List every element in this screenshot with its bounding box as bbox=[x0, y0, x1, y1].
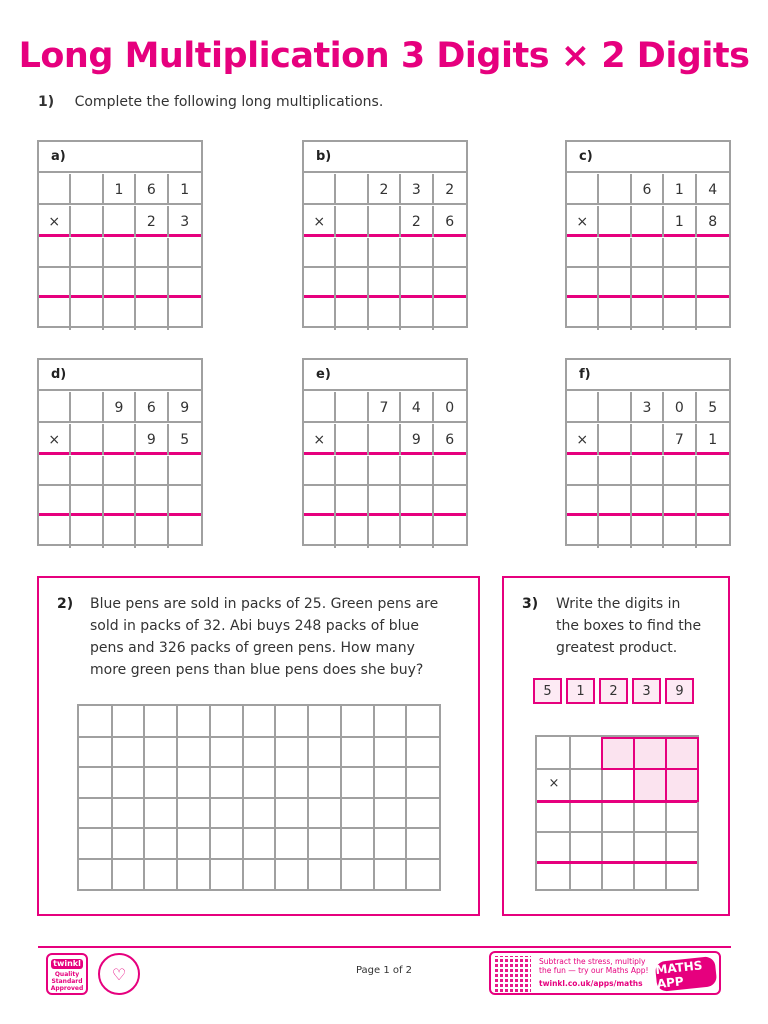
answer-cell[interactable] bbox=[664, 487, 696, 518]
maths-app-logo: MATHS APP bbox=[655, 956, 718, 992]
answer-cell[interactable] bbox=[697, 487, 729, 518]
grid-row-answer bbox=[567, 299, 729, 326]
grid-line bbox=[79, 858, 439, 860]
grid-cell: 4 bbox=[708, 181, 718, 198]
footer-divider bbox=[38, 946, 731, 948]
question-3-number: 3) bbox=[522, 596, 539, 612]
times-sign: × bbox=[567, 424, 599, 455]
heart-badge-icon: ♡ bbox=[98, 953, 140, 995]
grid-row-top-number bbox=[39, 392, 201, 423]
answer-cell[interactable] bbox=[369, 238, 401, 269]
answer-cell[interactable] bbox=[599, 238, 631, 269]
multiplication-grid-a bbox=[37, 140, 203, 328]
times-sign: × bbox=[567, 206, 599, 237]
question-2-number: 2) bbox=[57, 596, 74, 612]
answer-cell[interactable] bbox=[434, 456, 466, 487]
grid-cell[interactable] bbox=[71, 392, 103, 423]
question-3-text bbox=[556, 593, 716, 659]
grid-cell: 2 bbox=[136, 206, 168, 237]
grid-line bbox=[79, 736, 439, 738]
working-grid[interactable] bbox=[77, 704, 441, 891]
answer-cell[interactable] bbox=[567, 299, 599, 330]
quality-badge-text: Quality Standard Approved bbox=[50, 971, 84, 992]
answer-cell[interactable] bbox=[104, 238, 136, 269]
answer-cell[interactable] bbox=[697, 299, 729, 330]
grid-cell[interactable] bbox=[632, 206, 664, 237]
grid-cell: 5 bbox=[708, 399, 718, 416]
answer-cell[interactable] bbox=[664, 238, 696, 269]
grid-cell: 1 bbox=[664, 206, 696, 237]
grid-cell: 7 bbox=[369, 392, 401, 423]
answer-cell[interactable] bbox=[71, 269, 103, 300]
grid-row-working bbox=[304, 487, 466, 516]
grid-label: c) bbox=[567, 142, 729, 173]
grid-row-working bbox=[567, 487, 729, 516]
answer-cell[interactable] bbox=[136, 456, 168, 487]
worksheet-title: Long Multiplication 3 Digits × 2 Digits bbox=[18, 36, 750, 76]
grid-cell: 4 bbox=[401, 392, 433, 423]
answer-cell[interactable] bbox=[697, 517, 729, 548]
grid-cell[interactable] bbox=[336, 174, 368, 205]
answer-cell[interactable] bbox=[434, 299, 466, 330]
grid-cell[interactable] bbox=[369, 206, 401, 237]
answer-cell[interactable] bbox=[401, 299, 433, 330]
grid-row-working bbox=[304, 269, 466, 298]
grid-cell[interactable] bbox=[39, 174, 71, 205]
grid-cell: 9 bbox=[401, 424, 433, 455]
answer-cell[interactable] bbox=[39, 456, 71, 487]
answer-cell[interactable] bbox=[664, 456, 696, 487]
question-1-text: Complete the following long multiplications. bbox=[74, 94, 384, 110]
grid-cell: 5 bbox=[180, 431, 190, 448]
grid-row-multiplier bbox=[39, 206, 201, 237]
grid-cell[interactable] bbox=[304, 392, 336, 423]
times-sign: × bbox=[39, 424, 71, 455]
digit-drop-box[interactable] bbox=[665, 768, 699, 802]
answer-cell[interactable] bbox=[71, 517, 103, 548]
question-1 bbox=[38, 94, 383, 110]
answer-cell[interactable] bbox=[401, 456, 433, 487]
grid-cell: 8 bbox=[708, 213, 718, 230]
question-3-line: greatest product. bbox=[556, 640, 678, 656]
answer-cell[interactable] bbox=[632, 238, 664, 269]
answer-cell[interactable] bbox=[71, 487, 103, 518]
grid-cell[interactable] bbox=[304, 174, 336, 205]
grid-line bbox=[569, 737, 571, 889]
question-3-line: Write the digits in bbox=[556, 596, 681, 612]
answer-cell[interactable] bbox=[104, 487, 136, 518]
answer-cell[interactable] bbox=[336, 238, 368, 269]
answer-cell[interactable] bbox=[567, 487, 599, 518]
grid-cell: 1 bbox=[708, 431, 718, 448]
grid-cell[interactable] bbox=[369, 424, 401, 455]
answer-cell[interactable] bbox=[434, 487, 466, 518]
grid-row-multiplier bbox=[39, 424, 201, 455]
answer-cell[interactable] bbox=[401, 238, 433, 269]
grid-cell[interactable] bbox=[71, 174, 103, 205]
grid-cell[interactable] bbox=[336, 424, 368, 455]
banner-text: Subtract the stress, multiply the fun — try our Maths App! bbox=[539, 957, 649, 975]
answer-cell[interactable] bbox=[169, 487, 201, 518]
question-2-line: pens and 326 packs of green pens. How many bbox=[90, 640, 415, 656]
grid-label: d) bbox=[39, 360, 201, 391]
grid-row-working bbox=[39, 487, 201, 516]
multiplication-grid-d bbox=[37, 358, 203, 546]
grid-label: a) bbox=[39, 142, 201, 173]
answer-cell[interactable] bbox=[401, 517, 433, 548]
answer-cell[interactable] bbox=[336, 517, 368, 548]
grid-line bbox=[537, 861, 697, 864]
answer-cell[interactable] bbox=[664, 517, 696, 548]
question-2-line: more green pens than blue pens does she buy? bbox=[90, 662, 424, 678]
digit-drop-box[interactable] bbox=[633, 737, 667, 770]
grid-cell[interactable] bbox=[336, 392, 368, 423]
grid-label: b) bbox=[304, 142, 466, 173]
qr-code-icon bbox=[495, 956, 531, 992]
answer-cell[interactable] bbox=[104, 269, 136, 300]
answer-cell[interactable] bbox=[664, 269, 696, 300]
answer-cell[interactable] bbox=[567, 517, 599, 548]
answer-cell[interactable] bbox=[632, 269, 664, 300]
digit-card[interactable]: 1 bbox=[566, 678, 595, 704]
answer-cell[interactable] bbox=[697, 269, 729, 300]
grid-row-multiplier bbox=[567, 424, 729, 455]
answer-cell[interactable] bbox=[567, 238, 599, 269]
answer-cell[interactable] bbox=[599, 456, 631, 487]
digit-drop-box[interactable] bbox=[601, 737, 635, 770]
answer-cell[interactable] bbox=[434, 269, 466, 300]
grid-cell[interactable] bbox=[632, 424, 664, 455]
answer-cell[interactable] bbox=[369, 487, 401, 518]
times-sign: × bbox=[304, 206, 336, 237]
grid-cell[interactable] bbox=[599, 392, 631, 423]
digit-drop-box[interactable] bbox=[665, 737, 699, 770]
answer-cell[interactable] bbox=[169, 456, 201, 487]
question-3-line: the boxes to find the bbox=[556, 618, 702, 634]
grid-cell[interactable] bbox=[599, 424, 631, 455]
digit-card[interactable]: 2 bbox=[599, 678, 628, 704]
grid-cell[interactable] bbox=[336, 206, 368, 237]
answer-cell[interactable] bbox=[599, 269, 631, 300]
grid-cell: 2 bbox=[369, 174, 401, 205]
answer-cell[interactable] bbox=[169, 269, 201, 300]
grid-row-top-number bbox=[567, 392, 729, 423]
answer-cell[interactable] bbox=[369, 269, 401, 300]
grid-cell: 1 bbox=[664, 174, 696, 205]
grid-cell: 2 bbox=[445, 181, 455, 198]
grid-cell: 9 bbox=[180, 399, 190, 416]
banner-url[interactable]: twinkl.co.uk/apps/maths bbox=[539, 979, 643, 988]
grid-cell[interactable] bbox=[104, 424, 136, 455]
digit-cards bbox=[533, 678, 694, 704]
multiplication-grid-f bbox=[565, 358, 731, 546]
greatest-product-grid bbox=[535, 735, 699, 891]
answer-cell[interactable] bbox=[599, 487, 631, 518]
grid-row-top-number bbox=[304, 174, 466, 205]
grid-cell[interactable] bbox=[567, 174, 599, 205]
answer-cell[interactable] bbox=[169, 517, 201, 548]
grid-cell: 3 bbox=[401, 174, 433, 205]
page-number: Page 1 of 2 bbox=[355, 965, 413, 976]
multiplication-grid-e bbox=[302, 358, 468, 546]
grid-cell: 6 bbox=[136, 392, 168, 423]
answer-cell[interactable] bbox=[136, 269, 168, 300]
answer-cell[interactable] bbox=[136, 517, 168, 548]
answer-cell[interactable] bbox=[169, 299, 201, 330]
answer-cell[interactable] bbox=[599, 299, 631, 330]
grid-row-answer bbox=[304, 299, 466, 326]
grid-row-working bbox=[304, 238, 466, 268]
answer-cell[interactable] bbox=[39, 299, 71, 330]
grid-line bbox=[79, 827, 439, 829]
grid-cell: 6 bbox=[632, 174, 664, 205]
grid-cell[interactable] bbox=[71, 206, 103, 237]
answer-cell[interactable] bbox=[71, 456, 103, 487]
answer-cell[interactable] bbox=[336, 487, 368, 518]
grid-cell: 6 bbox=[136, 174, 168, 205]
question-2-text bbox=[90, 593, 470, 681]
grid-row-working bbox=[39, 269, 201, 298]
grid-cell: 2 bbox=[401, 206, 433, 237]
answer-cell[interactable] bbox=[304, 517, 336, 548]
grid-line bbox=[537, 831, 697, 833]
grid-cell[interactable] bbox=[39, 392, 71, 423]
grid-row-answer bbox=[39, 517, 201, 544]
answer-cell[interactable] bbox=[304, 269, 336, 300]
answer-cell[interactable] bbox=[567, 269, 599, 300]
answer-cell[interactable] bbox=[336, 299, 368, 330]
grid-cell: 1 bbox=[180, 181, 190, 198]
answer-cell[interactable] bbox=[401, 269, 433, 300]
answer-cell[interactable] bbox=[39, 517, 71, 548]
answer-cell[interactable] bbox=[304, 487, 336, 518]
twinkl-logo: twinkl bbox=[51, 959, 83, 969]
grid-cell[interactable] bbox=[567, 392, 599, 423]
answer-cell[interactable] bbox=[567, 456, 599, 487]
answer-cell[interactable] bbox=[136, 238, 168, 269]
digit-card[interactable]: 5 bbox=[533, 678, 562, 704]
question-1-number: 1) bbox=[38, 94, 55, 110]
grid-row-working bbox=[304, 456, 466, 486]
answer-cell[interactable] bbox=[401, 487, 433, 518]
grid-cell: 6 bbox=[445, 431, 455, 448]
grid-row-top-number bbox=[567, 174, 729, 205]
answer-cell[interactable] bbox=[697, 456, 729, 487]
grid-cell: 0 bbox=[664, 392, 696, 423]
answer-cell[interactable] bbox=[632, 487, 664, 518]
times-sign: × bbox=[304, 424, 336, 455]
grid-row-working bbox=[39, 456, 201, 486]
grid-cell[interactable] bbox=[104, 206, 136, 237]
grid-line bbox=[79, 766, 439, 768]
grid-cell: 1 bbox=[104, 174, 136, 205]
answer-cell[interactable] bbox=[39, 238, 71, 269]
grid-cell[interactable] bbox=[599, 206, 631, 237]
answer-cell[interactable] bbox=[136, 299, 168, 330]
answer-cell[interactable] bbox=[599, 517, 631, 548]
grid-row-top-number bbox=[304, 392, 466, 423]
answer-cell[interactable] bbox=[369, 299, 401, 330]
grid-cell[interactable] bbox=[71, 424, 103, 455]
grid-cell: 7 bbox=[664, 424, 696, 455]
digit-card[interactable]: 3 bbox=[632, 678, 661, 704]
grid-cell: 3 bbox=[632, 392, 664, 423]
grid-cell[interactable] bbox=[599, 174, 631, 205]
grid-row-working bbox=[39, 238, 201, 268]
answer-cell[interactable] bbox=[104, 517, 136, 548]
answer-cell[interactable] bbox=[664, 299, 696, 330]
answer-cell[interactable] bbox=[434, 238, 466, 269]
answer-cell[interactable] bbox=[336, 456, 368, 487]
answer-cell[interactable] bbox=[71, 299, 103, 330]
answer-cell[interactable] bbox=[434, 517, 466, 548]
answer-cell[interactable] bbox=[369, 456, 401, 487]
answer-cell[interactable] bbox=[632, 299, 664, 330]
grid-row-multiplier bbox=[304, 206, 466, 237]
answer-cell[interactable] bbox=[71, 238, 103, 269]
grid-cell: 3 bbox=[180, 213, 190, 230]
times-sign: × bbox=[548, 775, 560, 791]
grid-row-working bbox=[567, 269, 729, 298]
grid-row-top-number bbox=[39, 174, 201, 205]
grid-row-answer bbox=[304, 517, 466, 544]
answer-cell[interactable] bbox=[304, 456, 336, 487]
question-2-line: Blue pens are sold in packs of 25. Green pens are bbox=[90, 596, 439, 612]
grid-row-working bbox=[567, 456, 729, 486]
answer-cell[interactable] bbox=[104, 299, 136, 330]
answer-cell[interactable] bbox=[336, 269, 368, 300]
multiplication-grid-b bbox=[302, 140, 468, 328]
answer-cell[interactable] bbox=[632, 517, 664, 548]
grid-row-working bbox=[567, 238, 729, 268]
grid-cell: 9 bbox=[104, 392, 136, 423]
grid-line bbox=[79, 797, 439, 799]
grid-cell: 9 bbox=[136, 424, 168, 455]
grid-label: e) bbox=[304, 360, 466, 391]
answer-cell[interactable] bbox=[304, 238, 336, 269]
grid-row-answer bbox=[39, 299, 201, 326]
answer-cell[interactable] bbox=[304, 299, 336, 330]
answer-cell[interactable] bbox=[136, 487, 168, 518]
answer-cell[interactable] bbox=[369, 517, 401, 548]
grid-row-multiplier bbox=[567, 206, 729, 237]
grid-row-multiplier bbox=[304, 424, 466, 455]
question-2-line: sold in packs of 32. Abi buys 248 packs of blue bbox=[90, 618, 419, 634]
maths-app-banner[interactable] bbox=[489, 951, 721, 995]
grid-cell: 6 bbox=[445, 213, 455, 230]
multiplication-grid-c bbox=[565, 140, 731, 328]
grid-row-answer bbox=[567, 517, 729, 544]
answer-cell[interactable] bbox=[169, 238, 201, 269]
times-sign: × bbox=[39, 206, 71, 237]
answer-cell[interactable] bbox=[697, 238, 729, 269]
answer-cell[interactable] bbox=[104, 456, 136, 487]
grid-label: f) bbox=[567, 360, 729, 391]
answer-cell[interactable] bbox=[632, 456, 664, 487]
grid-cell: 0 bbox=[445, 399, 455, 416]
digit-drop-box[interactable] bbox=[633, 768, 667, 802]
answer-cell[interactable] bbox=[39, 269, 71, 300]
digit-card[interactable]: 9 bbox=[665, 678, 694, 704]
answer-cell[interactable] bbox=[39, 487, 71, 518]
